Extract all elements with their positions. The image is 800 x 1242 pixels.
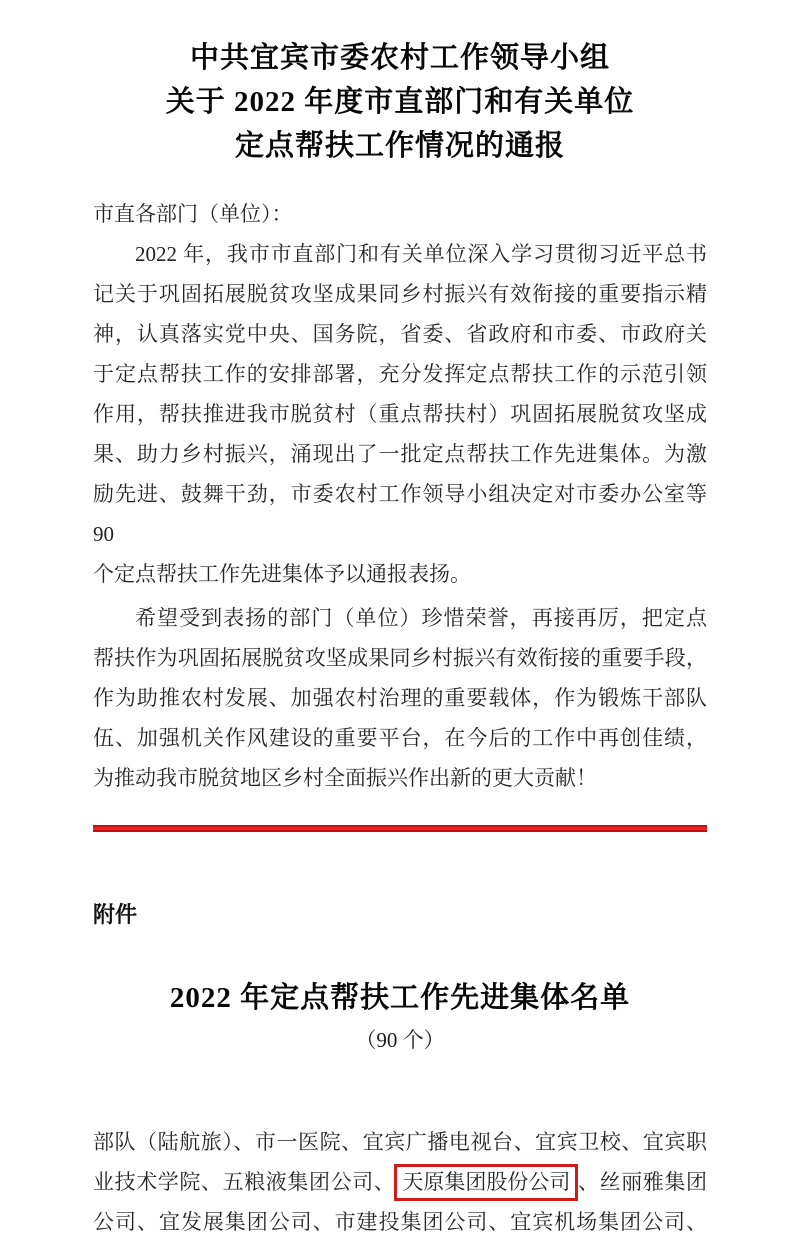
body-line: 伍、加强机关作风建设的重要平台，在今后的工作中再创佳绩，: [93, 726, 707, 750]
attachment-count: （90 个）: [355, 1028, 445, 1052]
list-line-segment: 业技术学院、五粮液集团公司、: [93, 1170, 396, 1194]
attachment-label: 附件: [93, 902, 138, 927]
body-line: 果、助力乡村振兴，涌现出了一批定点帮扶工作先进集体。为激: [93, 442, 707, 466]
list-line: [93, 1162, 707, 1202]
body-line: 个定点帮扶工作先进集体予以通报表扬。: [93, 562, 471, 586]
list-line: 公司、宜发展集团公司、市建投集团公司、宜宾机场集团公司、: [93, 1210, 707, 1234]
body-line: 帮扶作为巩固拓展脱贫攻坚成果同乡村振兴有效衔接的重要手段，: [93, 646, 707, 670]
document-title-line-1: 中共宜宾市委农村工作领导小组: [189, 42, 610, 74]
body-line: 励先进、鼓舞干劲，市委农村工作领导小组决定对市委办公室等 90: [93, 482, 707, 546]
red-divider-line: [93, 825, 707, 832]
collectives-list: [93, 1122, 707, 1242]
body-line: 神，认真落实党中央、国务院，省委、省政府和市委、市政府关: [93, 322, 707, 346]
document-title-line-2: 关于 2022 年度市直部门和有关单位: [165, 86, 635, 118]
paragraph-2: [93, 598, 707, 798]
list-line: 部队（陆航旅）、市一医院、宜宾广播电视台、宜宾卫校、宜宾职: [93, 1130, 707, 1154]
body-line: 作为助推农村发展、加强农村治理的重要载体，作为锻炼干部队: [93, 686, 707, 710]
document-body: [93, 194, 707, 798]
body-line: 记关于巩固拓展脱贫攻坚成果同乡村振兴有效衔接的重要指示精: [93, 282, 707, 306]
body-line: 于定点帮扶工作的安排部署，充分发挥定点帮扶工作的示范引领: [93, 362, 707, 386]
highlighted-company-box: 天原集团股份公司: [394, 1164, 578, 1201]
salutation: 市直各部门（单位）：: [93, 202, 293, 226]
body-line: 为推动我市脱贫地区乡村全面振兴作出新的更大贡献！: [93, 766, 597, 790]
list-line-segment: 、丝丽雅集团: [577, 1170, 708, 1194]
paragraph-1: [93, 234, 707, 594]
document-title-line-3: 定点帮扶工作情况的通报: [234, 130, 565, 162]
body-line: 作用，帮扶推进我市脱贫村（重点帮扶村）巩固拓展脱贫攻坚成: [93, 402, 707, 426]
body-line: 2022 年，我市市直部门和有关单位深入学习贯彻习近平总书: [135, 242, 707, 266]
body-line: 希望受到表扬的部门（单位）珍惜荣誉，再接再厉，把定点: [135, 606, 707, 630]
document-title: [93, 36, 707, 168]
attachment-title: 2022 年定点帮扶工作先进集体名单: [169, 982, 631, 1014]
